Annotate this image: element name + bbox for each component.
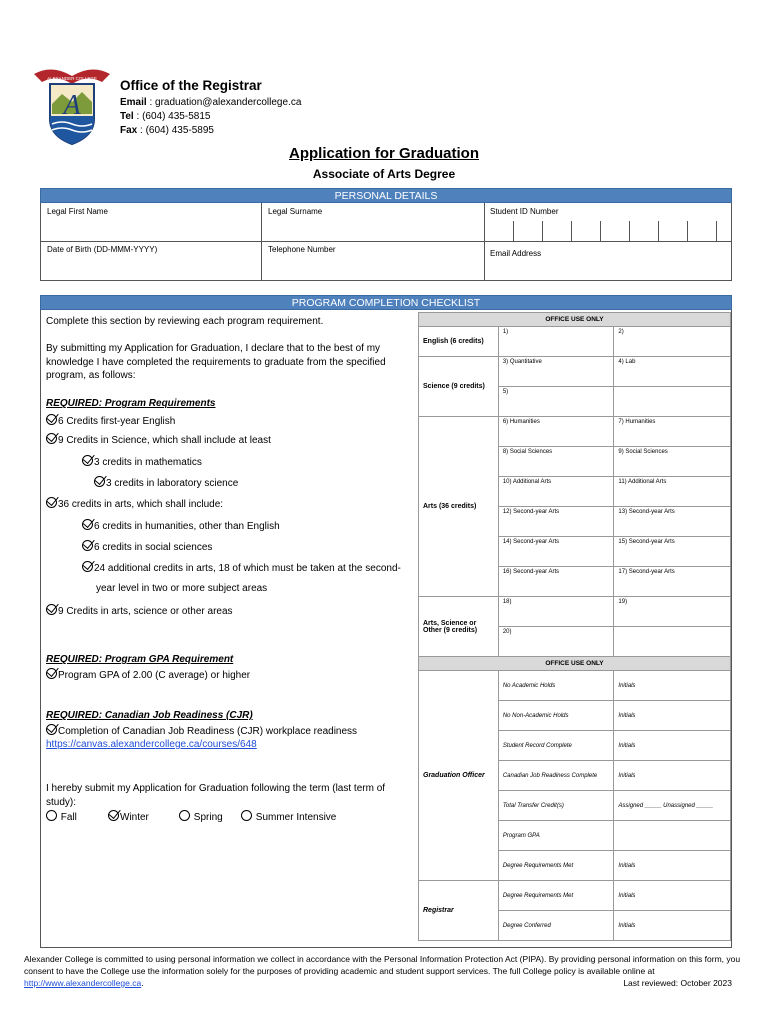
checkmark-icon — [46, 433, 57, 444]
checkmark-icon — [82, 455, 93, 466]
checkmark-icon — [46, 668, 57, 679]
college-website-link[interactable]: http://www.alexandercollege.ca — [24, 978, 142, 988]
checkmark-icon — [46, 497, 57, 508]
student-id-field[interactable]: Student ID Number — [490, 207, 559, 216]
checkmark-icon — [94, 476, 105, 487]
cjr-link[interactable]: https://canvas.alexandercollege.ca/courses/648 — [46, 739, 257, 750]
phone-field[interactable]: Telephone Number — [268, 245, 336, 254]
term-spring[interactable]: Spring — [179, 810, 223, 823]
radio-checked-icon — [108, 810, 119, 821]
svg-text:ALEXANDER COLLEGE: ALEXANDER COLLEGE — [47, 76, 97, 81]
check-additional-arts[interactable]: 24 additional credits in arts, 18 of which must be taken at the second- — [82, 561, 401, 574]
checklist-declaration: By submitting my Application for Graduation, I declare that to the best of my knowledge I have completed the requirements to graduate from the specified program, as follows: — [46, 343, 386, 381]
check-social-sciences[interactable]: 6 credits in social sciences — [82, 540, 212, 553]
checklist-intro: Complete this section by reviewing each program requirement. — [46, 316, 324, 327]
check-cjr[interactable]: Completion of Canadian Job Readiness (CJR) workplace readiness — [46, 724, 357, 737]
term-winter[interactable]: Winter — [108, 810, 149, 823]
cell[interactable]: 1) — [498, 327, 614, 357]
term-text: I hereby submit my Application for Graduation following the term (last term of study): — [46, 783, 386, 808]
document-title: Application for Graduation — [289, 145, 479, 162]
term-summer-intensive[interactable]: Summer Intensive — [241, 810, 336, 823]
checkmark-icon — [82, 561, 93, 572]
checkmark-icon — [46, 724, 57, 735]
checkmark-icon — [46, 604, 57, 615]
office-title: Office of the Registrar — [120, 78, 262, 93]
cell[interactable]: 2) — [614, 327, 731, 357]
req-gpa-heading: REQUIRED: Program GPA Requirement — [46, 654, 234, 665]
radio-icon — [241, 810, 252, 821]
fax-line: Fax : (604) 435-5895 — [120, 125, 214, 136]
privacy-footer: Alexander College is committed to using personal information we collect in accordance with the Personal Information Protection Act (PIPA). By providing personal information on this form, you consent to have the College use the information solely for the purposes of providing academic and student support services. The full College policy is available online at http://www.alexandercollege.ca. Last reviewed: October 2023 — [24, 954, 741, 988]
first-name-field[interactable]: Legal First Name — [47, 207, 108, 216]
svg-text:A: A — [63, 90, 81, 121]
document-subtitle: Associate of Arts Degree — [312, 167, 456, 181]
check-other-areas[interactable]: 9 Credits in arts, science or other areas — [46, 604, 233, 617]
req-program-heading: REQUIRED: Program Requirements — [46, 398, 216, 409]
radio-icon — [46, 810, 57, 821]
dob-field[interactable]: Date of Birth (DD-MMM-YYYY) — [47, 245, 158, 254]
office-use-heading: OFFICE USE ONLY — [419, 313, 731, 327]
college-logo — [32, 64, 112, 146]
req-cjr-heading: REQUIRED: Canadian Job Readiness (CJR) — [46, 710, 253, 721]
check-humanities[interactable]: 6 credits in humanities, other than English — [82, 519, 280, 532]
last-reviewed: Last reviewed: October 2023 — [623, 978, 732, 988]
email-value[interactable]: graduation@alexandercollege.ca — [155, 97, 302, 108]
surname-field[interactable]: Legal Surname — [268, 207, 323, 216]
office-use-heading-2: OFFICE USE ONLY — [419, 657, 731, 671]
check-math[interactable]: 3 credits in mathematics — [82, 455, 202, 468]
radio-icon — [179, 810, 190, 821]
check-arts[interactable]: 36 credits in arts, which shall include: — [46, 497, 223, 510]
check-english[interactable]: 6 Credits first-year English — [46, 414, 175, 427]
personal-details-box — [40, 203, 732, 281]
office-use-table: OFFICE USE ONLY English (6 credits) 1) 2) Science (9 credits) 3) Quantitative 4) Lab 5) Arts (36 credits) 6) Humanities 7) Humanities 8) Social Sciences 9) Social Sciences 10) Additional Arts 11) Additional Arts 12) Second-year Arts 13) Second-year Arts 14) Second-year Arts 15) Second-year Arts 16) Second-year Arts 17) Second-year Arts Arts, Science or Other (9 credits) 18) 19) 20) OFFICE USE ONLY Graduation Officer No Academic Holds Initials No Non-Academic Holds Initials Student Record Complete Initials Canadian Job Readiness Complete Initials Total Transfer Credit(s) Assigned _____ Unassigned _____ Program GPA Degree Requirements Met Initials Registrar Degree Requirements Met Initials Degree Conferred Initials — [418, 312, 731, 941]
personal-details-heading: PERSONAL DETAILS — [40, 188, 732, 203]
checklist-heading: PROGRAM COMPLETION CHECKLIST — [40, 295, 732, 310]
tel-line: Tel : (604) 435-5815 — [120, 111, 211, 122]
check-gpa[interactable]: Program GPA of 2.00 (C average) or higher — [46, 668, 250, 681]
email-line: Email : graduation@alexandercollege.ca — [120, 97, 302, 108]
checkmark-icon — [46, 414, 57, 425]
additional-arts-cont: year level in two or more subject areas — [96, 583, 268, 594]
checkmark-icon — [82, 540, 93, 551]
check-lab-science[interactable]: 3 credits in laboratory science — [94, 476, 238, 489]
email-field[interactable]: Email Address — [490, 249, 542, 258]
term-fall[interactable]: Fall — [46, 810, 77, 823]
checkmark-icon — [82, 519, 93, 530]
check-science[interactable]: 9 Credits in Science, which shall include at least — [46, 433, 271, 446]
